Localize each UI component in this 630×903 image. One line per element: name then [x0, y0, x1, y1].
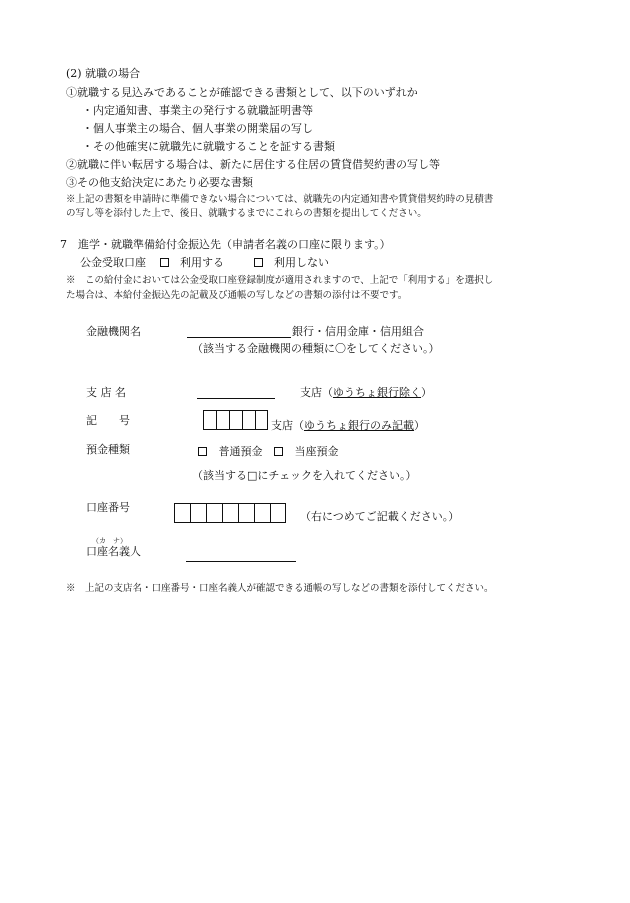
current-deposit-checkbox[interactable]	[274, 447, 283, 456]
employment-bullet-1: ・内定通知書、事業主の発行する就職証明書等	[82, 104, 313, 117]
code-suffix-text: 支店（	[271, 419, 304, 432]
use-option-label: 利用する	[180, 256, 224, 269]
ordinary-deposit-checkbox[interactable]	[198, 447, 207, 456]
holder-label: 口座名義人	[86, 545, 141, 558]
account-digit-box[interactable]	[191, 504, 207, 522]
holder-ruby: （カ ナ）	[92, 537, 127, 545]
employment-item-2: ②就職に伴い転居する場合は、新たに居住する住居の賃貸借契約書の写し等	[66, 158, 440, 171]
code-suffix-close: ）	[414, 419, 425, 432]
employment-note-line-1: ※上記の書類を申請時に準備できない場合については、就職先の内定通知書や賃貸借契約時の見積書	[66, 194, 494, 205]
use-checkbox[interactable]	[160, 258, 169, 267]
code-suffix	[271, 419, 425, 433]
employment-item-3: ③その他支給決定にあたり必要な書類	[66, 176, 253, 189]
code-digit-box[interactable]	[243, 411, 256, 429]
ordinary-deposit-label: 普通預金	[218, 445, 263, 458]
code-digit-box[interactable]	[204, 411, 217, 429]
institution-input-line[interactable]	[187, 337, 291, 338]
branch-suffix-note: ゆうちょ銀行除く	[333, 386, 421, 399]
employment-heading: (2) 就職の場合	[66, 67, 141, 80]
account-number-boxes[interactable]	[174, 503, 286, 523]
current-deposit-label: 当座預金	[294, 445, 339, 458]
account-digit-box[interactable]	[223, 504, 239, 522]
account-number-note: （右につめてご記載ください。）	[300, 510, 460, 523]
account-digit-box[interactable]	[255, 504, 271, 522]
code-label: 記 号	[86, 414, 130, 427]
section7-heading: 7 進学・就職準備給付金振込先（申請者名義の口座に限ります。）	[60, 238, 391, 251]
branch-suffix-text: 支店（	[300, 386, 333, 399]
deposit-options	[196, 445, 339, 459]
not-use-checkbox[interactable]	[254, 258, 263, 267]
account-digit-box[interactable]	[239, 504, 255, 522]
employment-note-line-2: の写し等を添付した上で、後日、就職するまでにこれらの書類を提出してください。	[66, 208, 427, 219]
holder-input-line[interactable]	[186, 561, 296, 562]
public-account-label: 公金受取口座	[80, 256, 146, 269]
institution-label: 金融機関名	[86, 325, 141, 338]
employment-bullet-3: ・その他確実に就職先に就職することを証する書類	[82, 140, 335, 153]
footer-note: ※ 上記の支店名・口座番号・口座名義人が確認できる通帳の写しなどの書類を添付してください。	[66, 583, 494, 594]
code-digit-box[interactable]	[217, 411, 230, 429]
not-use-option-label: 利用しない	[274, 256, 329, 269]
code-boxes[interactable]	[203, 410, 268, 430]
code-digit-box[interactable]	[256, 411, 267, 429]
employment-item-1: ①就職する見込みであることが確認できる書類として、以下のいずれか	[66, 86, 418, 99]
account-number-label: 口座番号	[86, 501, 130, 514]
deposit-note: （該当する□にチェックを入れてください。）	[192, 469, 417, 482]
employment-bullet-2: ・個人事業主の場合、個人事業の開業届の写し	[82, 122, 313, 135]
public-account-row	[80, 256, 329, 270]
account-digit-box[interactable]	[207, 504, 223, 522]
deposit-label: 預金種類	[86, 443, 130, 456]
section7-note-line-1: ※ この給付金においては公金受取口座登録制度が適用されますので、上記で「利用する」を選択し	[66, 275, 494, 286]
institution-note: （該当する金融機関の種類に〇をしてください。）	[192, 342, 440, 355]
account-digit-box[interactable]	[175, 504, 191, 522]
section7-note-line-2: た場合は、本給付金振込先の記載及び通帳の写しなどの書類の添付は不要です。	[66, 290, 408, 301]
code-suffix-note: ゆうちょ銀行のみ記載	[304, 419, 414, 432]
branch-suffix	[300, 386, 432, 400]
branch-label: 支 店 名	[86, 386, 126, 399]
branch-input-line[interactable]	[197, 398, 275, 399]
account-digit-box[interactable]	[271, 504, 285, 522]
branch-suffix-close: ）	[421, 386, 432, 399]
code-digit-box[interactable]	[230, 411, 243, 429]
institution-suffix: 銀行・信用金庫・信用組合	[292, 325, 424, 338]
